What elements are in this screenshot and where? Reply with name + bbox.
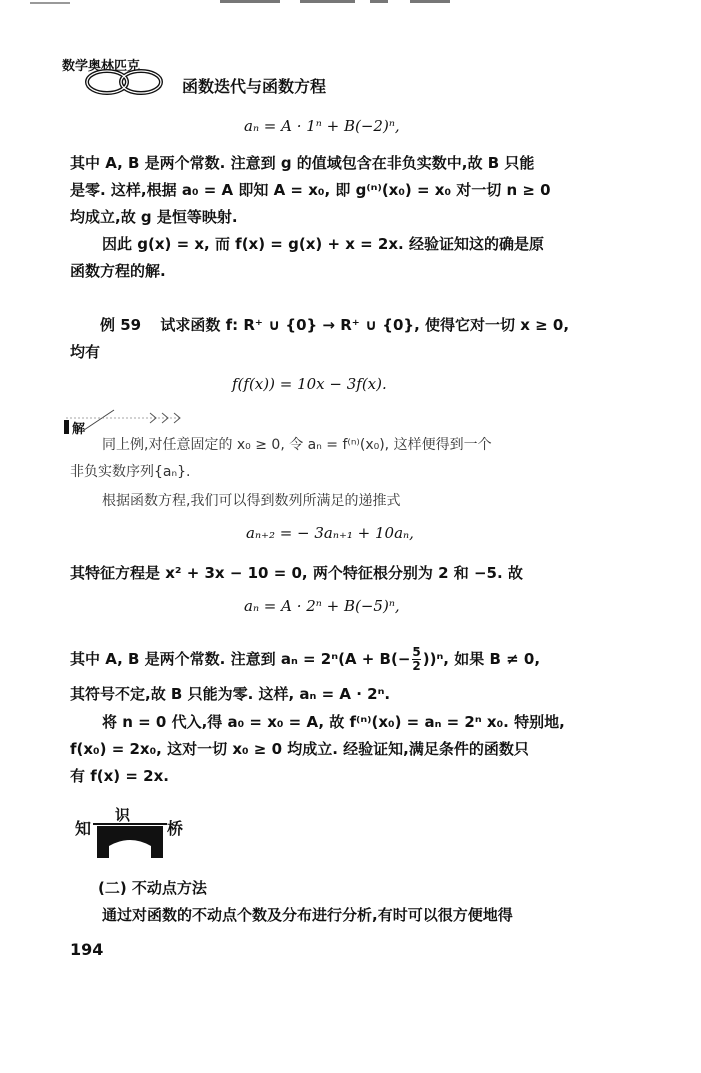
bridge-text-2: 识 bbox=[115, 806, 131, 824]
fraction-suffix: ))ⁿ, 如果 B ≠ 0, bbox=[422, 650, 541, 668]
solution-line-3: 根据函数方程,我们可以得到数列所满足的递推式 bbox=[102, 493, 401, 509]
paragraph-2-line-1: 因此 g(x) = x, 而 f(x) = g(x) + x = 2x. 经验证知这的确是原 bbox=[102, 235, 544, 253]
section-title: (二) 不动点方法 bbox=[98, 879, 207, 897]
page-number: 194 bbox=[70, 940, 104, 959]
bridge-text-1: 知 bbox=[75, 819, 92, 838]
fraction bbox=[412, 646, 420, 673]
knowledge-bridge-graphic bbox=[75, 802, 225, 862]
example-line-1 bbox=[70, 314, 670, 336]
chapter-title: 函数迭代与函数方程 bbox=[182, 77, 327, 96]
characteristic-line: 其特征方程是 x² + 3x − 10 = 0, 两个特征根分别为 2 和 −5. 故 bbox=[70, 564, 523, 582]
fraction-numerator: 5 bbox=[412, 645, 421, 659]
fraction-denominator: 2 bbox=[412, 659, 421, 673]
paragraph-1-line-1: 其中 A, B 是两个常数. 注意到 g 的值域包含在非负实数中,故 B 只能 bbox=[70, 154, 535, 172]
solution-line-5a: 将 n = 0 代入,得 a₀ = x₀ = A, 故 f⁽ⁿ⁾(x₀) = aₙ = 2ⁿ x₀. 特别地, bbox=[102, 713, 565, 731]
equation-2: f(f(x)) = 10x − 3f(x). bbox=[232, 375, 387, 393]
paragraph-1-line-3: 均成立,故 g 是恒等映射. bbox=[70, 208, 238, 226]
solution-line-1: 同上例,对任意固定的 x₀ ≥ 0, 令 aₙ = f⁽ⁿ⁾(x₀), 这样便得到一个 bbox=[102, 437, 492, 453]
equation-4: aₙ = A · 2ⁿ + B(−5)ⁿ, bbox=[244, 597, 400, 615]
example-line-2: 均有 bbox=[70, 343, 101, 361]
solution-line-fraction bbox=[70, 646, 640, 673]
olympiad-logo bbox=[60, 40, 190, 110]
paragraph-2-line-2: 函数方程的解. bbox=[70, 262, 166, 280]
solution-label: 解 bbox=[72, 422, 86, 436]
equation-1: aₙ = A · 1ⁿ + B(−2)ⁿ, bbox=[244, 117, 400, 135]
solution-line-2: 非负实数序列{aₙ}. bbox=[70, 464, 191, 480]
scan-artifact bbox=[30, 0, 450, 8]
example-text: 试求函数 f: R⁺ ∪ {0} → R⁺ ∪ {0}, 使得它对一切 x ≥ 0, bbox=[160, 316, 570, 334]
logo-text: 数学奥林匹克 bbox=[62, 59, 141, 74]
equation-3: aₙ₊₂ = − 3aₙ₊₁ + 10aₙ, bbox=[246, 524, 414, 542]
solution-line-sign: 其符号不定,故 B 只能为零. 这样, aₙ = A · 2ⁿ. bbox=[70, 685, 391, 703]
paragraph-1-line-2: 是零. 这样,根据 a₀ = A 即知 A = x₀, 即 g⁽ⁿ⁾(x₀) = x₀ 对一切 n ≥ 0 bbox=[70, 181, 551, 199]
fraction-prefix: 其中 A, B 是两个常数. 注意到 aₙ = 2ⁿ(A + B(− bbox=[70, 650, 411, 668]
example-label: 例 59 bbox=[100, 316, 142, 334]
solution-line-5b: f(x₀) = 2x₀, 这对一切 x₀ ≥ 0 均成立. 经验证知,满足条件的函数只 bbox=[70, 740, 529, 758]
solution-line-5c: 有 f(x) = 2x. bbox=[70, 767, 169, 785]
bridge-text-3: 桥 bbox=[167, 819, 184, 838]
last-line: 通过对函数的不动点个数及分布进行分析,有时可以很方便地得 bbox=[102, 906, 513, 924]
solution-marker bbox=[64, 408, 194, 436]
